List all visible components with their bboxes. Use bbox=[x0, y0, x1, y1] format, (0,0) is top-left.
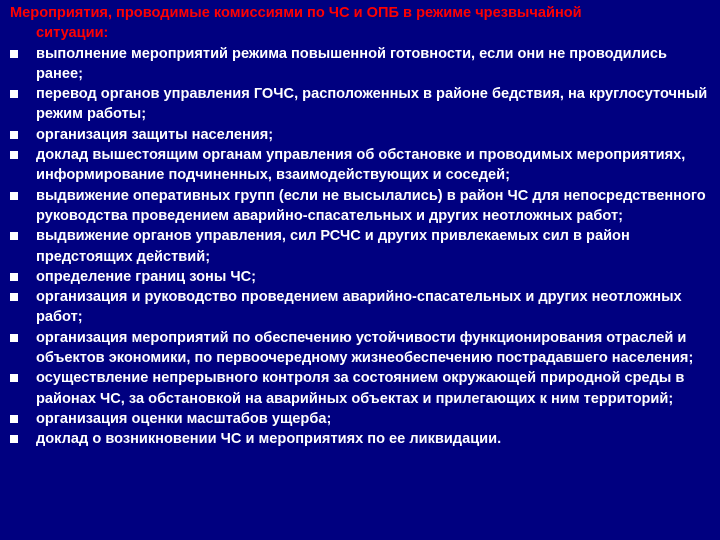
square-bullet-icon bbox=[10, 415, 18, 423]
square-bullet-icon bbox=[10, 374, 18, 382]
square-bullet-icon bbox=[10, 131, 18, 139]
square-bullet-icon bbox=[10, 90, 18, 98]
list-item bbox=[8, 44, 712, 85]
list-item-text: организация оценки масштабов ущерба; bbox=[36, 410, 332, 427]
list-item bbox=[8, 409, 712, 429]
list-item-text: определение границ зоны ЧС; bbox=[36, 268, 257, 285]
slide-title-line-1: Мероприятия, проводимые комиссиями по ЧС и ОПБ в режиме чрезвычайной bbox=[10, 5, 582, 21]
list-item-text: организация мероприятий по обеспечению устойчивости функционирования отраслей и объектов экономики, по первоочередному жизнеобеспечению пострадавшего населения; bbox=[36, 329, 694, 367]
square-bullet-icon bbox=[10, 151, 18, 159]
square-bullet-icon bbox=[10, 192, 18, 200]
slide-title bbox=[8, 3, 712, 44]
square-bullet-icon bbox=[10, 334, 18, 342]
list-item-text: организация и руководство проведением аварийно-спасательных и других неотложных работ; bbox=[36, 289, 682, 326]
list-item-text: выдвижение органов управления, сил РСЧС и других привлекаемых сил в район предстоящих действий; bbox=[36, 228, 630, 265]
list-item-text: перевод органов управления ГОЧС, расположенных в районе бедствия, на круглосуточный режим работы; bbox=[36, 86, 708, 123]
list-item bbox=[8, 267, 712, 287]
slide-title-line-2: ситуации: bbox=[36, 25, 109, 42]
list-item-text: выполнение мероприятий режима повышенной готовности, если они не проводились ранее; bbox=[36, 45, 667, 82]
list-item bbox=[8, 84, 712, 125]
square-bullet-icon bbox=[10, 50, 18, 58]
list-item bbox=[8, 368, 712, 409]
list-item bbox=[8, 287, 712, 328]
list-item-text: доклад о возникновении ЧС и мероприятиях по ее ликвидации. bbox=[36, 431, 502, 448]
list-item-text: доклад вышестоящим органам управления об обстановке и проводимых мероприятиях, информирование подчиненных, взаимодействующих и соседей; bbox=[36, 147, 686, 184]
list-item-text: организация защиты населения; bbox=[36, 126, 274, 143]
square-bullet-icon bbox=[10, 273, 18, 281]
square-bullet-icon bbox=[10, 293, 18, 301]
list-item-text: выдвижение оперативных групп (если не высылались) в район ЧС для непосредственного руководства проведением аварийно-спасательных и других неотложных работ; bbox=[36, 187, 706, 224]
list-item bbox=[8, 328, 712, 369]
list-item bbox=[8, 429, 712, 449]
square-bullet-icon bbox=[10, 435, 18, 443]
square-bullet-icon bbox=[10, 232, 18, 240]
list-item bbox=[8, 186, 712, 227]
list-item-text: осуществление непрерывного контроля за состоянием окружающей природной среды в районах ЧС, за обстановкой на аварийных объектах и прилегающих к ним территорий; bbox=[36, 370, 685, 407]
measures-list bbox=[8, 44, 712, 450]
list-item bbox=[8, 145, 712, 186]
list-item bbox=[8, 226, 712, 267]
list-item bbox=[8, 125, 712, 145]
